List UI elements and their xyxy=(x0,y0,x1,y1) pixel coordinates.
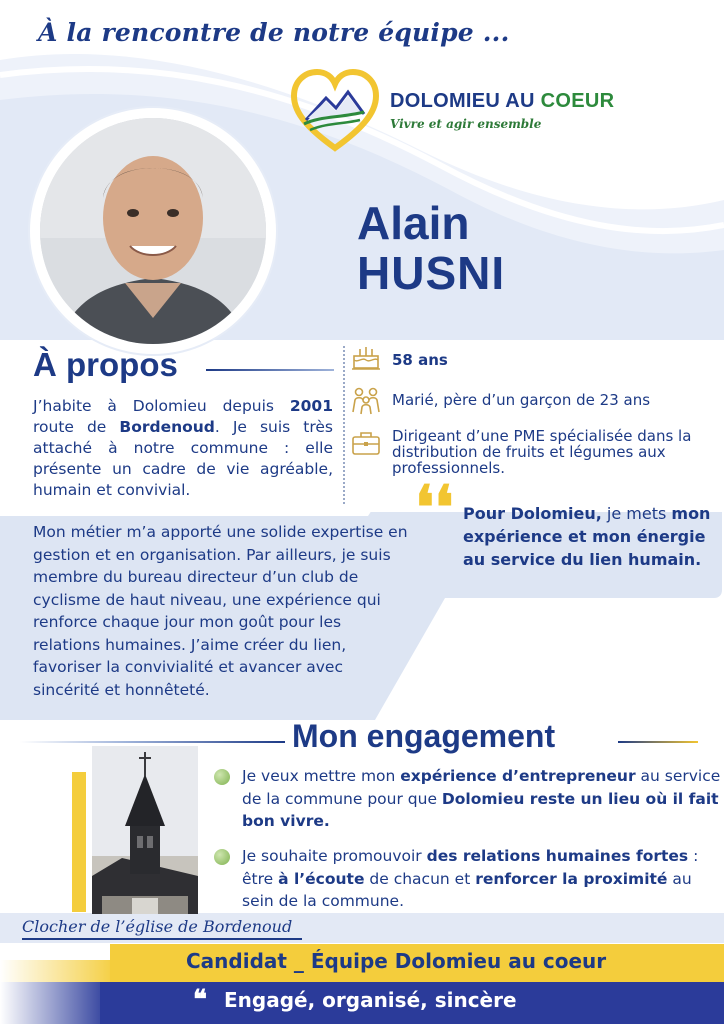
photo-caption: Clocher de l’église de Bordenoud xyxy=(22,917,293,936)
first-name: Alain xyxy=(357,197,470,249)
last-name: HUSNI xyxy=(357,247,506,299)
footer-title: Candidat _ Équipe Dolomieu au coeur xyxy=(186,949,607,973)
footer-slogan: Engagé, organisé, sincère xyxy=(224,988,517,1012)
engagement-item-text: Je veux mettre mon expérience d’entrepreneur au service de la commune pour que Dolomieu reste un lieu où il fait bon vivre. xyxy=(242,767,721,830)
portrait-photo xyxy=(40,118,266,344)
fact-family-text: Marié, père d’un garçon de 23 ans xyxy=(392,391,651,409)
brand-tagline: Vivre et agir ensemble xyxy=(390,117,542,131)
facts-divider xyxy=(343,346,345,504)
green-bullet-icon xyxy=(214,769,230,785)
briefcase-icon xyxy=(350,428,382,458)
about-title: À propos xyxy=(33,346,178,383)
heart-mountain-logo-icon xyxy=(290,68,380,154)
engagement-item-text: Je souhaite promouvoir des relations humaines fortes : être à l’écoute de chacun et renforcer la proximité au sein de la commune. xyxy=(242,847,699,910)
page-heading: À la rencontre de notre équipe ... xyxy=(38,18,510,47)
brand-name: DOLOMIEU AU COEUR xyxy=(390,90,615,112)
footer-blue-fade xyxy=(0,982,110,1024)
fact-age-text: 58 ans xyxy=(392,351,448,369)
engagement-line-left xyxy=(20,741,285,743)
engagement-title: Mon engagement xyxy=(292,718,556,754)
green-bullet-icon xyxy=(214,849,230,865)
engagement-line-right xyxy=(618,741,698,743)
church-bell-tower-photo xyxy=(92,746,198,914)
footer-yellow-fade xyxy=(0,960,118,982)
fact-job-text: Dirigeant d’une PME spécialisée dans la distribution de fruits et légumes aux professionnels. xyxy=(392,427,692,477)
birthday-cake-icon xyxy=(350,342,382,372)
about-intro: J’habite à Dolomieu depuis 2001 route de Bordenoud. Je suis très attaché à notre commune : elle présente un cadre de vie agréable, humain et convivial. xyxy=(33,397,333,499)
about-body-text: Mon métier m’a apporté une solide expertise en gestion et en organisation. Par ailleurs, je suis membre du bureau directeur d’un club de cyclisme de haut niveau, une expérience qui renforce chaque jour mon goût pour les relations humaines. J’aime créer du lien, favoriser la convivialité et avancer avec sincérité et honnêteté. xyxy=(33,523,408,699)
quote-open-icon: ❛❛ xyxy=(415,473,454,543)
family-icon xyxy=(350,386,382,416)
caption-underline xyxy=(22,938,302,940)
campaign-quote: Pour Dolomieu, je mets mon expérience et mon énergie au service du lien humain. xyxy=(463,504,711,569)
about-title-underline xyxy=(206,369,334,371)
footer-quote-icon: ❝ xyxy=(193,985,207,1015)
yellow-accent-bar xyxy=(72,772,86,912)
